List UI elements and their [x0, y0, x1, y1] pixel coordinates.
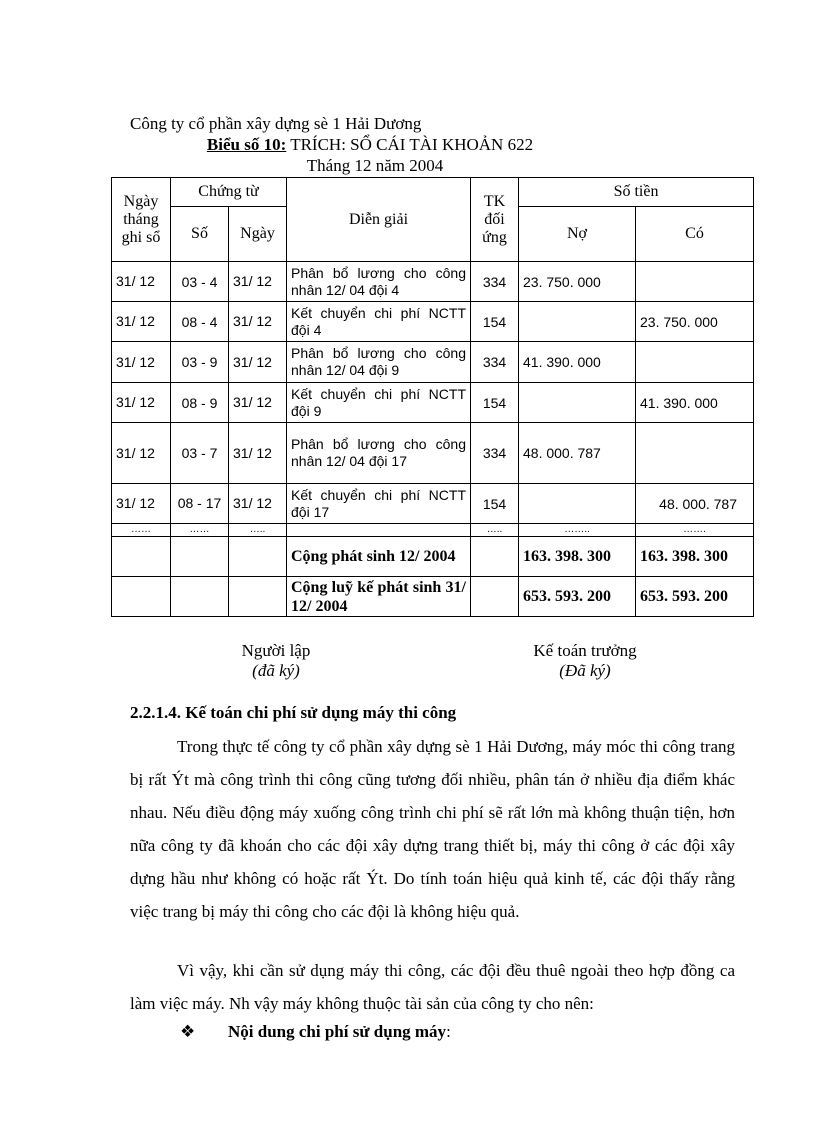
cell-description: Kết chuyển chi phí NCTT đội 9	[287, 383, 471, 423]
signature-preparer	[196, 641, 356, 681]
cell-account	[471, 537, 519, 577]
paragraph	[130, 730, 735, 928]
cell-credit: 163. 398. 300	[636, 537, 754, 577]
signature-role: Người lập	[241, 641, 311, 660]
table-row	[112, 262, 754, 302]
cell-credit: …….	[636, 524, 754, 537]
cell-description: Cộng phát sinh 12/ 2004	[287, 537, 471, 577]
signature-note: (đã ký)	[252, 661, 300, 680]
cell-date	[112, 537, 171, 577]
cell-voucher-no: 03 - 4	[171, 262, 229, 302]
cell-voucher-no: 03 - 7	[171, 423, 229, 484]
paragraph	[130, 954, 735, 1020]
header-amount: Số tiền	[519, 178, 754, 207]
cell-date: 31/ 12	[112, 484, 171, 524]
cell-account: 154	[471, 383, 519, 423]
cell-description: Kết chuyển chi phí NCTT đội 4	[287, 302, 471, 342]
cell-voucher-no	[171, 577, 229, 617]
table-row-cumulative	[112, 577, 754, 617]
cell-account: 334	[471, 262, 519, 302]
cell-debit	[519, 484, 636, 524]
table-row	[112, 383, 754, 423]
cell-voucher-date: 31/ 12	[229, 383, 287, 423]
cell-date	[112, 577, 171, 617]
cell-account: 154	[471, 484, 519, 524]
cell-voucher-date: 31/ 12	[229, 342, 287, 383]
document-title	[0, 135, 740, 155]
cell-description: Kết chuyển chi phí NCTT đội 17	[287, 484, 471, 524]
section-heading: 2.2.1.4. Kế toán chi phí sử dụng máy thi công	[130, 703, 457, 722]
cell-date: 31/ 12	[112, 262, 171, 302]
header-voucher-no: Số	[171, 207, 229, 262]
cell-debit: 23. 750. 000	[519, 262, 636, 302]
header-voucher: Chứng từ	[171, 178, 287, 207]
cell-description: Phân bổ lương cho công nhân 12/ 04 đội 9	[287, 342, 471, 383]
cell-voucher-date: 31/ 12	[229, 484, 287, 524]
header-credit: Có	[636, 207, 754, 262]
ledger-table	[111, 177, 754, 617]
cell-voucher-no: ……	[171, 524, 229, 537]
header-date: Ngày tháng ghi sổ	[112, 178, 171, 262]
cell-credit: 48. 000. 787	[636, 484, 754, 524]
cell-date: ……	[112, 524, 171, 537]
header-debit: Nợ	[519, 207, 636, 262]
cell-account: 334	[471, 342, 519, 383]
bullet-text: Nội dung chi phí sử dụng máy	[228, 1022, 447, 1041]
company-name: Công ty cổ phần xây dựng sè 1 Hải Dương	[130, 114, 422, 133]
cell-voucher-date: 31/ 12	[229, 262, 287, 302]
cell-credit: 41. 390. 000	[636, 383, 754, 423]
table-row	[112, 484, 754, 524]
cell-date: 31/ 12	[112, 383, 171, 423]
cell-voucher-date: 31/ 12	[229, 423, 287, 484]
table-row-ellipsis	[112, 524, 754, 537]
cell-debit: ……..	[519, 524, 636, 537]
cell-date: 31/ 12	[112, 423, 171, 484]
diamond-bullet-icon: ❖	[180, 1022, 196, 1042]
period: Tháng 12 năm 2004	[306, 156, 444, 175]
cell-credit: 653. 593. 200	[636, 577, 754, 617]
cell-account: 154	[471, 302, 519, 342]
signature-chief-accountant	[500, 641, 670, 681]
signature-role: Kế toán trưởng	[533, 641, 637, 660]
cell-debit: 48. 000. 787	[519, 423, 636, 484]
cell-debit	[519, 302, 636, 342]
cell-description: Phân bổ lương cho công nhân 12/ 04 đội 17	[287, 423, 471, 484]
cell-debit: 41. 390. 000	[519, 342, 636, 383]
table-row	[112, 302, 754, 342]
title-prefix: Biểu số 10:	[206, 135, 287, 154]
paragraph-text: Vì vậy, khi cần sử dụng máy thi công, các đội đều thuê ngoài theo hợp đồng ca làm việc máy. Nh vậy máy không thuộc tài sản của công ty cho nên:	[130, 961, 735, 1013]
cell-debit: 653. 593. 200	[519, 577, 636, 617]
bullet-item	[180, 1022, 451, 1042]
cell-voucher-no: 08 - 4	[171, 302, 229, 342]
bullet-suffix: :	[446, 1022, 451, 1041]
cell-credit	[636, 342, 754, 383]
cell-voucher-date: …..	[229, 524, 287, 537]
table-row-total	[112, 537, 754, 577]
cell-account: …..	[471, 524, 519, 537]
cell-credit	[636, 423, 754, 484]
cell-date: 31/ 12	[112, 302, 171, 342]
cell-date: 31/ 12	[112, 342, 171, 383]
cell-voucher-no: 08 - 9	[171, 383, 229, 423]
header-description: Diễn giải	[287, 178, 471, 262]
cell-voucher-date: 31/ 12	[229, 302, 287, 342]
title-text: TRÍCH: SỔ CÁI TÀI KHOẢN 622	[286, 135, 534, 154]
cell-voucher-no: 08 - 17	[171, 484, 229, 524]
cell-description: Phân bổ lương cho công nhân 12/ 04 đội 4	[287, 262, 471, 302]
paragraph-text: Trong thực tế công ty cổ phần xây dựng sè 1 Hải Dương, máy móc thi công trang bị rất Ýt mà công trình thi công cũng tương đối nhiều, phân tán ở nhiều địa điểm khác nhau. Nếu điều động máy xuống công trình chi phí sẽ rất lớn mà không thuận tiện, hơn nữa công ty đã khoán cho các đội xây dựng trang thiết bị, máy thi công ở các đội xây dựng hầu như không có hoặc rất Ýt. Do tính toán hiệu quả kinh tế, các đội thấy rằng việc trang bị máy thi công cho các đội là không hiệu quả.	[130, 737, 735, 921]
header-voucher-date: Ngày	[229, 207, 287, 262]
cell-credit	[636, 262, 754, 302]
cell-debit: 163. 398. 300	[519, 537, 636, 577]
table-row	[112, 342, 754, 383]
header-account: TK đối ứng	[471, 178, 519, 262]
cell-description: Cộng luỹ kế phát sinh 31/ 12/ 2004	[287, 577, 471, 617]
cell-debit	[519, 383, 636, 423]
cell-account: 334	[471, 423, 519, 484]
signature-note: (Đã ký)	[559, 661, 611, 680]
cell-description	[287, 524, 471, 537]
cell-voucher-no	[171, 537, 229, 577]
cell-voucher-date	[229, 577, 287, 617]
cell-account	[471, 577, 519, 617]
table-row	[112, 423, 754, 484]
cell-credit: 23. 750. 000	[636, 302, 754, 342]
cell-voucher-date	[229, 537, 287, 577]
cell-voucher-no: 03 - 9	[171, 342, 229, 383]
